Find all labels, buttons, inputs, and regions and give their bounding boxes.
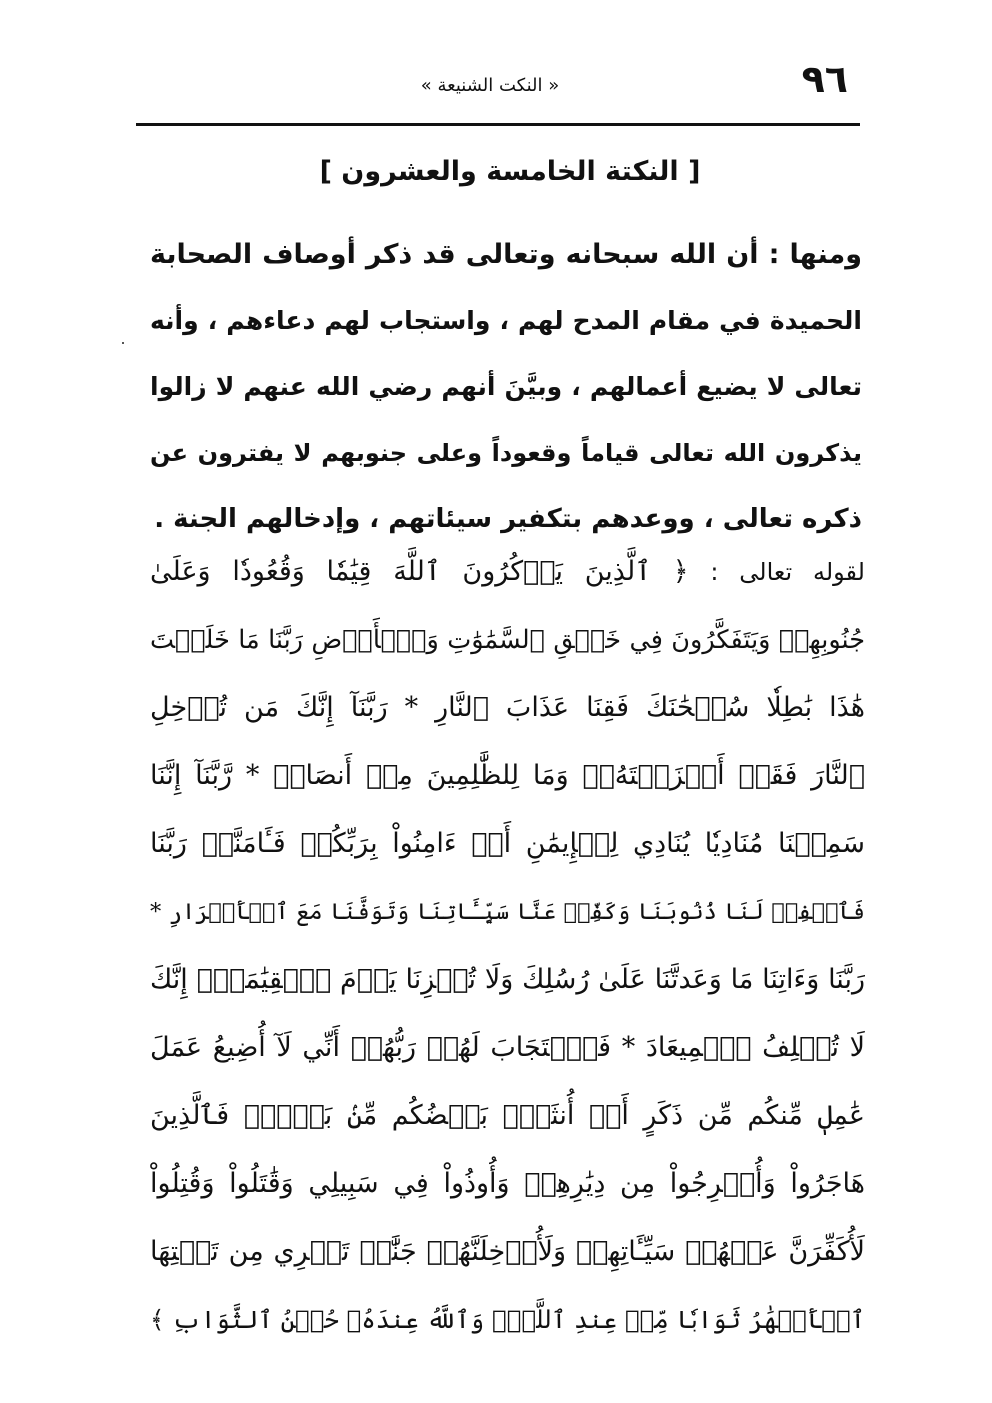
verse-line: فَٱغۡفِرۡ لَنَا ذُنُوبَنَا وَكَفِّرۡ عَنَّا سَيِّـَٔاتِنَا وَتَوَفَّنَا مَعَ ٱلۡأَبۡرَارِ * <box>150 899 865 925</box>
verse-line: جُنُوبِهِمۡ وَيَتَفَكَّرُونَ فِي خَلۡقِ ٱلسَّمَٰوَٰتِ وَٱلۡأَرۡضِ رَبَّنَا مَا خَلَقۡتَ <box>150 625 865 655</box>
verse-line: سَمِعۡنَا مُنَادِيٗا يُنَادِي لِلۡإِيمَٰنِ أَنۡ ءَامِنُواْ بِرَبِّكُمۡ فَـَٔامَنَّاۚ رَبَّنَا <box>150 828 865 859</box>
verse-line: لَأُكَفِّرَنَّ عَنۡهُمۡ سَيِّـَٔاتِهِمۡ وَلَأُدۡخِلَنَّهُمۡ جَنَّٰتٖ تَجۡرِي مِن تَحۡتِهَا <box>150 1236 865 1267</box>
verse-text: ﴿ ٱلَّذِينَ يَذۡكُرُونَ ٱللَّهَ قِيَٰمٗا وَقُعُودٗا وَعَلَىٰ <box>150 556 689 587</box>
verse-lead: لقوله تعالى : <box>710 558 865 586</box>
verse-line: ٱلۡأَنۡهَٰرُ ثَوَابٗا مِّنۡ عِندِ ٱللَّهِۚ وَٱللَّهُ عِندَهُۥ حُسۡنُ ٱلثَّوَابِ ﴾ <box>150 1305 865 1334</box>
verse-line-first <box>150 538 865 606</box>
scan-speck <box>122 342 124 344</box>
header-rule <box>136 123 860 126</box>
verse-line: رَبَّنَا وَءَاتِنَا مَا وَعَدتَّنَا عَلَىٰ رُسُلِكَ وَلَا تُخۡزِنَا يَوۡمَ ٱلۡقِيَٰمَةِۗ إِنَّكَ <box>150 964 865 995</box>
verse-line: لَا تُخۡلِفُ ٱلۡمِيعَادَ * فَٱسۡتَجَابَ لَهُمۡ رَبُّهُمۡ أَنِّي لَآ أُضِيعُ عَمَلَ <box>150 1032 865 1063</box>
quran-quotation <box>150 538 865 1354</box>
section-title: [ النكتة الخامسة والعشرون ] <box>319 156 701 187</box>
intro-line: تعالى لا يضيع أعمالهم ، وبيَّنَ أنهم رضي الله عنهم لا زالوا <box>150 372 862 401</box>
intro-line: يذكرون الله تعالى قياماً وقعوداً وعلى جنوبهم لا يفترون عن <box>150 439 862 467</box>
intro-line: ذكره تعالى ، ووعدهم بتكفير سيئاتهم ، وإدخالهم الجنة . <box>154 504 862 534</box>
page-number: ٩٦ <box>801 57 848 101</box>
intro-line: ومنها : أن الله سبحانه وتعالى قد ذكر أوصاف الصحابة <box>150 239 862 270</box>
verse-line: عَٰمِلٖ مِّنكُم مِّن ذَكَرٍ أَوۡ أُنثَىٰۖ بَعۡضُكُم مِّنۢ بَعۡضٖۖ فَٱلَّذِينَ <box>150 1100 865 1131</box>
verse-line: هَاجَرُواْ وَأُخۡرِجُواْ مِن دِيَٰرِهِمۡ وَأُوذُواْ فِي سَبِيلِي وَقَٰتَلُواْ وَقُتِلُواْ <box>150 1168 865 1199</box>
intro-paragraph <box>150 222 862 552</box>
verse-line: ٱلنَّارَ فَقَدۡ أَخۡزَيۡتَهُۥۖ وَمَا لِلظَّٰلِمِينَ مِنۡ أَنصَارٖ * رَّبَّنَآ إِنَّنَا <box>150 760 865 791</box>
intro-line: الحميدة في مقام المدح لهم ، واستجاب لهم دعاءهم ، وأنه <box>150 306 862 335</box>
running-title: « النكت الشنيعة » <box>420 75 560 96</box>
verse-line: هَٰذَا بَٰطِلٗا سُبۡحَٰنَكَ فَقِنَا عَذَابَ ٱلنَّارِ * رَبَّنَآ إِنَّكَ مَن تُدۡخِلِ <box>150 692 865 723</box>
page-header <box>140 55 860 115</box>
